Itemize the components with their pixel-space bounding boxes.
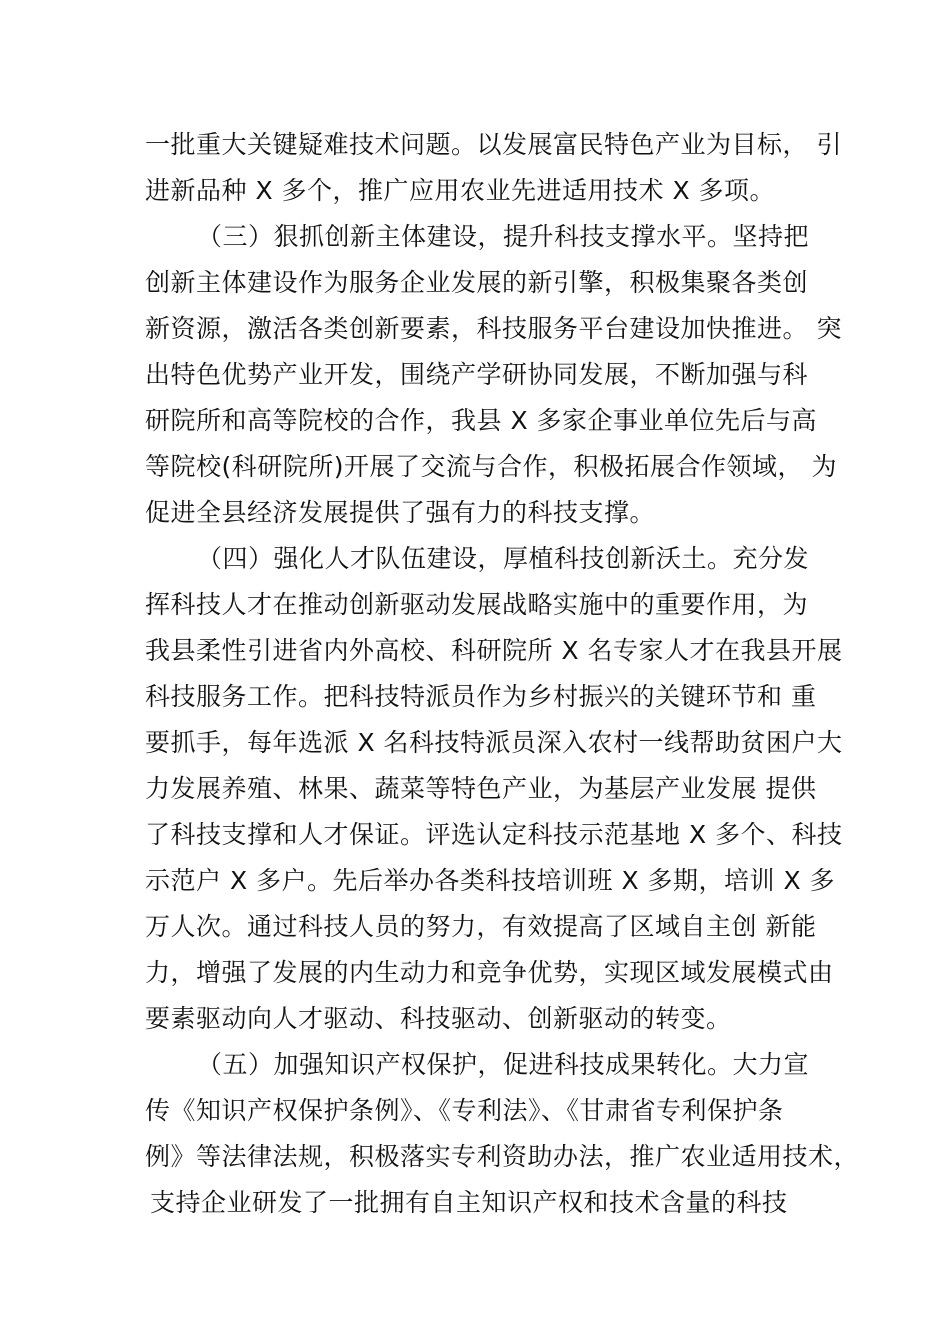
text-line: 传《知识产权保护条例》、《专利法》、《甘肃省专利保护条 bbox=[145, 1096, 784, 1125]
text-line: 促进全县经济发展提供了强有力的科技支撑。 bbox=[145, 498, 656, 527]
text-line: 等院校(科研院所)开展了交流与合作，积极拓展合作领域， 为 bbox=[145, 452, 837, 481]
text-line: 力发展养殖、林果、蔬菜等特色产业，为基层产业发展 提供 bbox=[145, 774, 817, 803]
text-line: 科技服务工作。把科技特派员作为乡村振兴的关键环节和 重 bbox=[145, 682, 817, 711]
text-line: 万人次。通过科技人员的努力，有效提高了区域自主创 新能 bbox=[145, 912, 817, 941]
text-line: 支持企业研发了一批拥有自主知识产权和技术含量的科技 bbox=[150, 1188, 788, 1217]
text-line: 研院所和高等院校的合作，我县 X 多家企事业单位先后与高 bbox=[145, 406, 818, 435]
text-line: 一批重大关键疑难技术问题。以发展富民特色产业为目标， 引 bbox=[145, 130, 842, 159]
text-line: 新资源，激活各类创新要素，科技服务平台建设加快推进。 突 bbox=[145, 314, 842, 343]
text-line: 我县柔性引进省内外高校、科研院所 X 名专家人才在我县开展 bbox=[145, 636, 843, 665]
text-line: 了科技支撑和人才保证。评选认定科技示范基地 X 多个、科技 bbox=[145, 820, 843, 849]
text-line: 要素驱动向人才驱动、科技驱动、创新驱动的转变。 bbox=[145, 1004, 732, 1033]
text-line: 例》等法律法规，积极落实专利资助办法，推广农业适用技术， bbox=[145, 1142, 860, 1171]
text-line: 示范户 X 多户。先后举办各类科技培训班 X 多期，培训 X 多 bbox=[145, 866, 836, 895]
text-line: 力，增强了发展的内生动力和竞争优势，实现区域发展模式由 bbox=[145, 958, 834, 987]
text-line: 挥科技人才在推动创新驱动发展战略实施中的重要作用，为 bbox=[145, 590, 809, 619]
section-heading-line: （三）狠抓创新主体建设，提升科技支撑水平。坚持把 bbox=[197, 222, 810, 251]
section-heading-line: （四）强化人才队伍建设，厚植科技创新沃土。充分发 bbox=[197, 544, 810, 573]
text-line: 要抓手，每年选派 X 名科技特派员深入农村一线帮助贫困户大 bbox=[145, 728, 843, 757]
text-line: 进新品种 X 多个，推广应用农业先进适用技术 X 多项。 bbox=[145, 176, 776, 205]
text-line: 出特色优势产业开发，围绕产学研协同发展，不断加强与科 bbox=[145, 360, 809, 389]
text-line: 创新主体建设作为服务企业发展的新引擎，积极集聚各类创 bbox=[145, 268, 809, 297]
section-heading-line: （五）加强知识产权保护，促进科技成果转化。大力宣 bbox=[197, 1050, 810, 1079]
